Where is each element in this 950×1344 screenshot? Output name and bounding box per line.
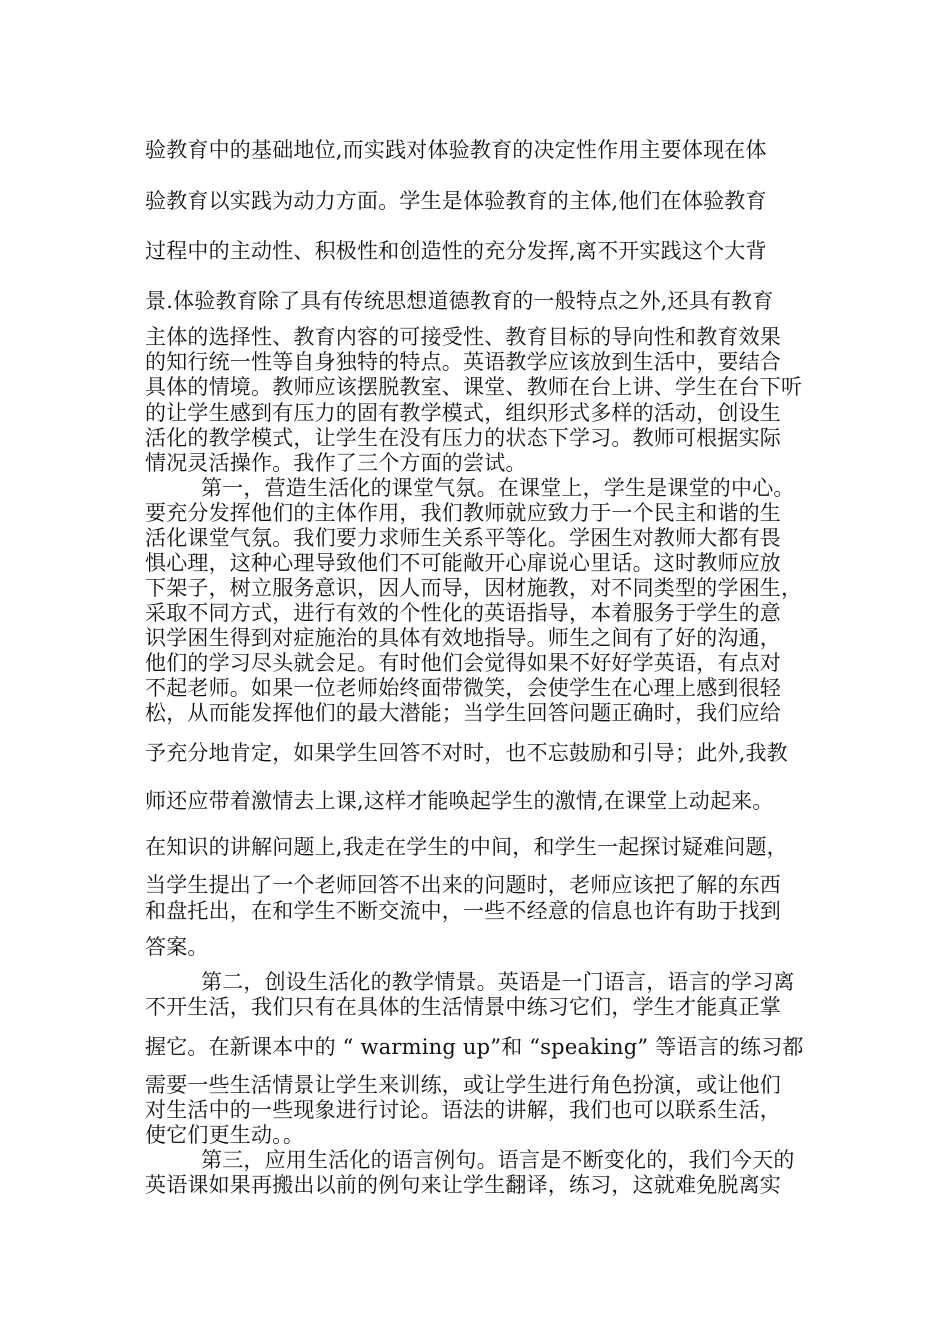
text-line: 主体的选择性、教育内容的可接受性、教育目标的导向性和教育效果 <box>145 325 781 349</box>
text-line: 不起老师。如果一位老师始终面带微笑，会使学生在心理上感到很轻 <box>145 676 781 700</box>
text-line: 采取不同方式，进行有效的个性化的英语指导，本着服务于学生的意 <box>145 601 781 625</box>
text-line: 识学困生得到对症施治的具体有效地指导。师生之间有了好的沟通， <box>145 626 781 650</box>
text-line: 师还应带着激情去上课,这样才能唤起学生的激情,在课堂上动起来。 <box>145 789 774 813</box>
text-line: 答案。 <box>145 935 209 959</box>
text-line: 活化课堂气氛。我们要力求师生关系平等化。学困生对教师大都有畏 <box>145 526 781 550</box>
text-line: 松，从而能发挥他们的最大潜能；当学生回答问题正确时，我们应给 <box>145 701 781 725</box>
text-line: 具体的情境。教师应该摆脱教室、课堂、教师在台上讲、学生在台下听 <box>145 375 803 399</box>
text-line: 情况灵活操作。我作了三个方面的尝试。 <box>145 451 527 475</box>
text-line: 验教育以实践为动力方面。学生是体验教育的主体,他们在体验教育 <box>145 189 767 213</box>
text-line: 在知识的讲解问题上,我走在学生的中间，和学生一起探讨疑难问题， <box>145 835 788 859</box>
text-line: 使它们更生动。。 <box>145 1123 305 1147</box>
text-line: 活化的教学模式，让学生在没有压力的状态下学习。教师可根据实际 <box>145 426 781 450</box>
text-line: 和盘托出，在和学生不断交流中，一些不经意的信息也许有助于找到 <box>145 899 781 923</box>
text-line: 握它。在新课本中的 “ warming up”和 “speaking” 等语言的练习都 <box>145 1035 804 1059</box>
text-line: 他们的学习尽头就会足。有时他们会觉得如果不好好学英语，有点对 <box>145 651 781 675</box>
text-line: 的让学生感到有压力的固有教学模式，组织形式多样的活动，创设生 <box>145 401 781 425</box>
paragraph-first-line: 第一，营造生活化的课堂气氛。在课堂上，学生是课堂的中心。 <box>201 476 795 500</box>
text-line: 下架子，树立服务意识，因人而导，因材施教，对不同类型的学困生， <box>145 576 803 600</box>
text-line: 惧心理，这种心理导致他们不可能敞开心扉说心里话。这时教师应放 <box>145 551 781 575</box>
text-line: 予充分地肯定，如果学生回答不对时，也不忘鼓励和引导；此外,我教 <box>145 741 788 765</box>
text-line: 当学生提出了一个老师回答不出来的问题时，老师应该把了解的东西 <box>145 873 781 897</box>
text-line: 需要一些生活情景让学生来训练，或让学生进行角色扮演，或让他们 <box>145 1073 781 1097</box>
text-line: 不开生活，我们只有在具体的生活情景中练习它们，学生才能真正掌 <box>145 995 781 1019</box>
text-line: 要充分发挥他们的主体作用，我们教师就应致力于一个民主和谐的生 <box>145 501 781 525</box>
text-line: 过程中的主动性、积极性和创造性的充分发挥,离不开实践这个大背 <box>145 239 767 263</box>
text-line: 验教育中的基础地位,而实践对体验教育的决定性作用主要体现在体 <box>145 138 767 162</box>
paragraph-first-line: 第三，应用生活化的语言例句。语言是不断变化的，我们今天的 <box>201 1148 795 1172</box>
text-line: 的知行统一性等自身独特的特点。英语教学应该放到生活中，要结合 <box>145 350 781 374</box>
text-line: 对生活中的一些现象进行讨论。语法的讲解，我们也可以联系生活， <box>145 1098 781 1122</box>
text-line: 景.体验教育除了具有传统思想道德教育的一般特点之外,还具有教育 <box>145 289 774 313</box>
paragraph-first-line: 第二，创设生活化的教学情景。英语是一门语言，语言的学习离 <box>201 970 795 994</box>
text-line: 英语课如果再搬出以前的例句来让学生翻译，练习，这就难免脱离实 <box>145 1173 781 1197</box>
